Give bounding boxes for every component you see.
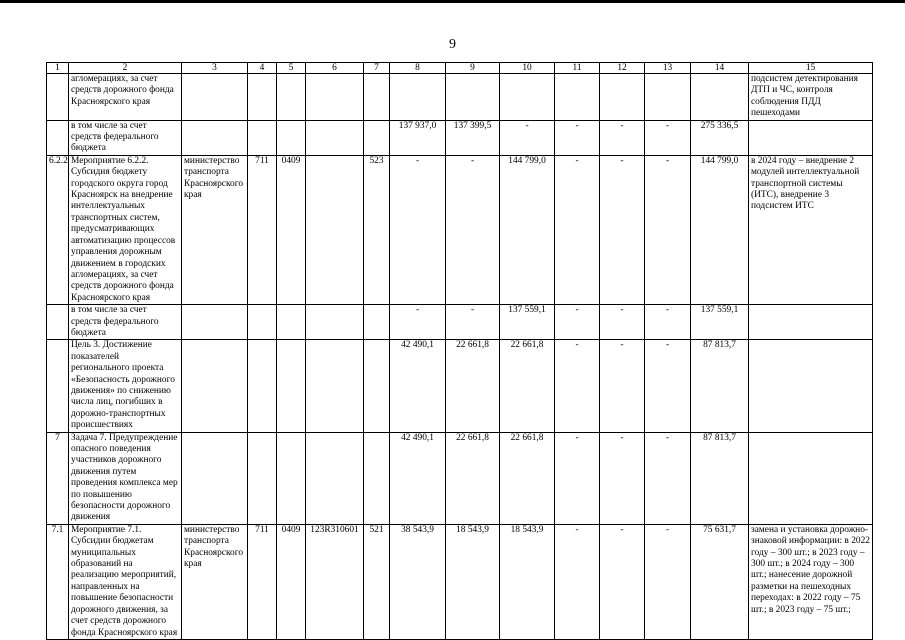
table-row — [47, 155, 873, 304]
row-number — [47, 120, 69, 155]
table-row — [47, 340, 873, 432]
row-value: - — [645, 524, 691, 639]
column-number: 7 — [364, 63, 390, 74]
row-value: 38 543,9 — [390, 524, 446, 639]
row-description: агломерациях, за счет средств дорожного фонда Красноярского края — [69, 74, 182, 121]
column-number: 3 — [182, 63, 248, 74]
row-grbs — [248, 340, 277, 432]
row-grbs — [248, 120, 277, 155]
page-number: 9 — [449, 37, 456, 52]
row-executor — [182, 120, 248, 155]
column-number: 9 — [446, 63, 500, 74]
row-value: - — [645, 155, 691, 304]
row-rzpr: 0409 — [277, 524, 306, 639]
row-value: - — [390, 155, 446, 304]
row-value: - — [555, 340, 600, 432]
row-value: - — [645, 340, 691, 432]
column-number: 12 — [600, 63, 645, 74]
row-value — [600, 74, 645, 121]
row-value: 22 661,8 — [446, 340, 500, 432]
row-value: 18 543,9 — [446, 524, 500, 639]
page-top-border — [0, 0, 905, 3]
row-number: 7 — [47, 432, 69, 524]
row-value: - — [500, 120, 555, 155]
row-executor: министерство транспорта Красноярского края — [182, 524, 248, 639]
row-total: 87 813,7 — [691, 340, 749, 432]
column-number: 10 — [500, 63, 555, 74]
row-value: - — [555, 120, 600, 155]
row-total: 87 813,7 — [691, 432, 749, 524]
column-number: 5 — [277, 63, 306, 74]
row-rzpr — [277, 305, 306, 340]
row-executor: министерство транспорта Красноярского края — [182, 155, 248, 304]
row-value: - — [555, 524, 600, 639]
row-value: - — [600, 524, 645, 639]
column-number: 4 — [248, 63, 277, 74]
row-number — [47, 305, 69, 340]
row-description: Цель 3. Достижение показателей регионального проекта «Безопасность дорожного движения» по снижению числа лиц, погибших в дорожно-транспортных происшествиях — [69, 340, 182, 432]
row-vr — [364, 432, 390, 524]
row-value — [645, 74, 691, 121]
row-executor — [182, 305, 248, 340]
row-grbs — [248, 305, 277, 340]
row-description: в том числе за счет средств федерального бюджета — [69, 305, 182, 340]
table-row — [47, 432, 873, 524]
row-value: - — [645, 120, 691, 155]
row-total: 144 799,0 — [691, 155, 749, 304]
row-description: в том числе за счет средств федерального бюджета — [69, 120, 182, 155]
row-description: Мероприятие 7.1. Субсидии бюджетам муниципальных образований на реализацию мероприятий, направленных на повышение безопасности дорожного движения, за счет средств дорожного фонда Красноярского края — [69, 524, 182, 639]
row-rzpr — [277, 432, 306, 524]
row-value: 22 661,8 — [446, 432, 500, 524]
row-value: - — [645, 305, 691, 340]
column-number: 13 — [645, 63, 691, 74]
row-number: 7.1 — [47, 524, 69, 639]
row-value: - — [555, 432, 600, 524]
row-total: 137 559,1 — [691, 305, 749, 340]
row-csr — [306, 340, 364, 432]
row-number — [47, 340, 69, 432]
row-value — [500, 74, 555, 121]
row-result: в 2024 году – внедрение 2 модулей интеллектуальной транспортной системы (ИТС), внедрение 3 подсистем ИТС — [749, 155, 873, 304]
column-number: 6 — [306, 63, 364, 74]
row-value: - — [600, 155, 645, 304]
row-csr — [306, 120, 364, 155]
row-result — [749, 432, 873, 524]
row-value: - — [600, 432, 645, 524]
row-rzpr: 0409 — [277, 155, 306, 304]
column-number: 8 — [390, 63, 446, 74]
column-number: 14 — [691, 63, 749, 74]
column-number: 1 — [47, 63, 69, 74]
row-value: - — [446, 305, 500, 340]
row-rzpr — [277, 120, 306, 155]
row-vr — [364, 340, 390, 432]
row-rzpr — [277, 340, 306, 432]
row-csr — [306, 155, 364, 304]
column-number: 15 — [749, 63, 873, 74]
row-vr: 521 — [364, 524, 390, 639]
row-rzpr — [277, 74, 306, 121]
row-vr — [364, 305, 390, 340]
row-grbs: 711 — [248, 524, 277, 639]
row-value: - — [600, 340, 645, 432]
row-csr: 123R310601 — [306, 524, 364, 639]
row-result: подсистем детектирования ДТП и ЧС, контроля соблюдения ПДД пешеходами — [749, 74, 873, 121]
row-description: Задача 7. Предупреждение опасного поведения участников дорожного движения путем проведения комплекса мер по повышению безопасности дорожного движения — [69, 432, 182, 524]
row-value: - — [600, 305, 645, 340]
table-row — [47, 524, 873, 639]
row-grbs — [248, 74, 277, 121]
row-value: - — [645, 432, 691, 524]
row-number: 6.2.2 — [47, 155, 69, 304]
table-row — [47, 305, 873, 340]
row-value — [446, 74, 500, 121]
row-result — [749, 340, 873, 432]
row-value: - — [555, 305, 600, 340]
row-value — [555, 74, 600, 121]
row-vr: 523 — [364, 155, 390, 304]
table-row — [47, 120, 873, 155]
row-value: 137 399,5 — [446, 120, 500, 155]
row-csr — [306, 74, 364, 121]
row-value: 137 937,0 — [390, 120, 446, 155]
table-row — [47, 74, 873, 121]
row-executor — [182, 432, 248, 524]
row-result — [749, 120, 873, 155]
row-vr — [364, 74, 390, 121]
row-value — [390, 74, 446, 121]
row-total: 75 631,7 — [691, 524, 749, 639]
row-value: - — [446, 155, 500, 304]
row-grbs: 711 — [248, 155, 277, 304]
row-description: Мероприятие 6.2.2. Субсидия бюджету городского округа город Красноярск на внедрение интеллектуальных транспортных систем, предусматривающих автоматизацию процессов управления дорожным движением в городских агломерациях, за счет средств дорожного фонда Красноярского края — [69, 155, 182, 304]
row-total: 275 336,5 — [691, 120, 749, 155]
row-csr — [306, 305, 364, 340]
budget-table — [46, 62, 873, 640]
row-value: - — [555, 155, 600, 304]
row-vr — [364, 120, 390, 155]
row-value: - — [600, 120, 645, 155]
column-number: 2 — [69, 63, 182, 74]
row-executor — [182, 74, 248, 121]
row-number — [47, 74, 69, 121]
row-executor — [182, 340, 248, 432]
row-value: 42 490,1 — [390, 432, 446, 524]
row-csr — [306, 432, 364, 524]
column-number-row — [47, 63, 873, 74]
column-number: 11 — [555, 63, 600, 74]
row-value: 42 490,1 — [390, 340, 446, 432]
row-value: 22 661,8 — [500, 340, 555, 432]
row-value: 144 799,0 — [500, 155, 555, 304]
row-result — [749, 305, 873, 340]
row-value: 22 661,8 — [500, 432, 555, 524]
row-value: 18 543,9 — [500, 524, 555, 639]
row-result: замена и установка дорожно-знаковой информации: в 2022 году – 300 шт.; в 2023 году – 300 шт.; в 2024 году – 300 шт.; нанесение дорожной разметки на пешеходных переходах: в 2022 году – 75 шт.; в 2023 году – 75 шт.; — [749, 524, 873, 639]
row-value: 137 559,1 — [500, 305, 555, 340]
row-grbs — [248, 432, 277, 524]
row-total — [691, 74, 749, 121]
row-value: - — [390, 305, 446, 340]
